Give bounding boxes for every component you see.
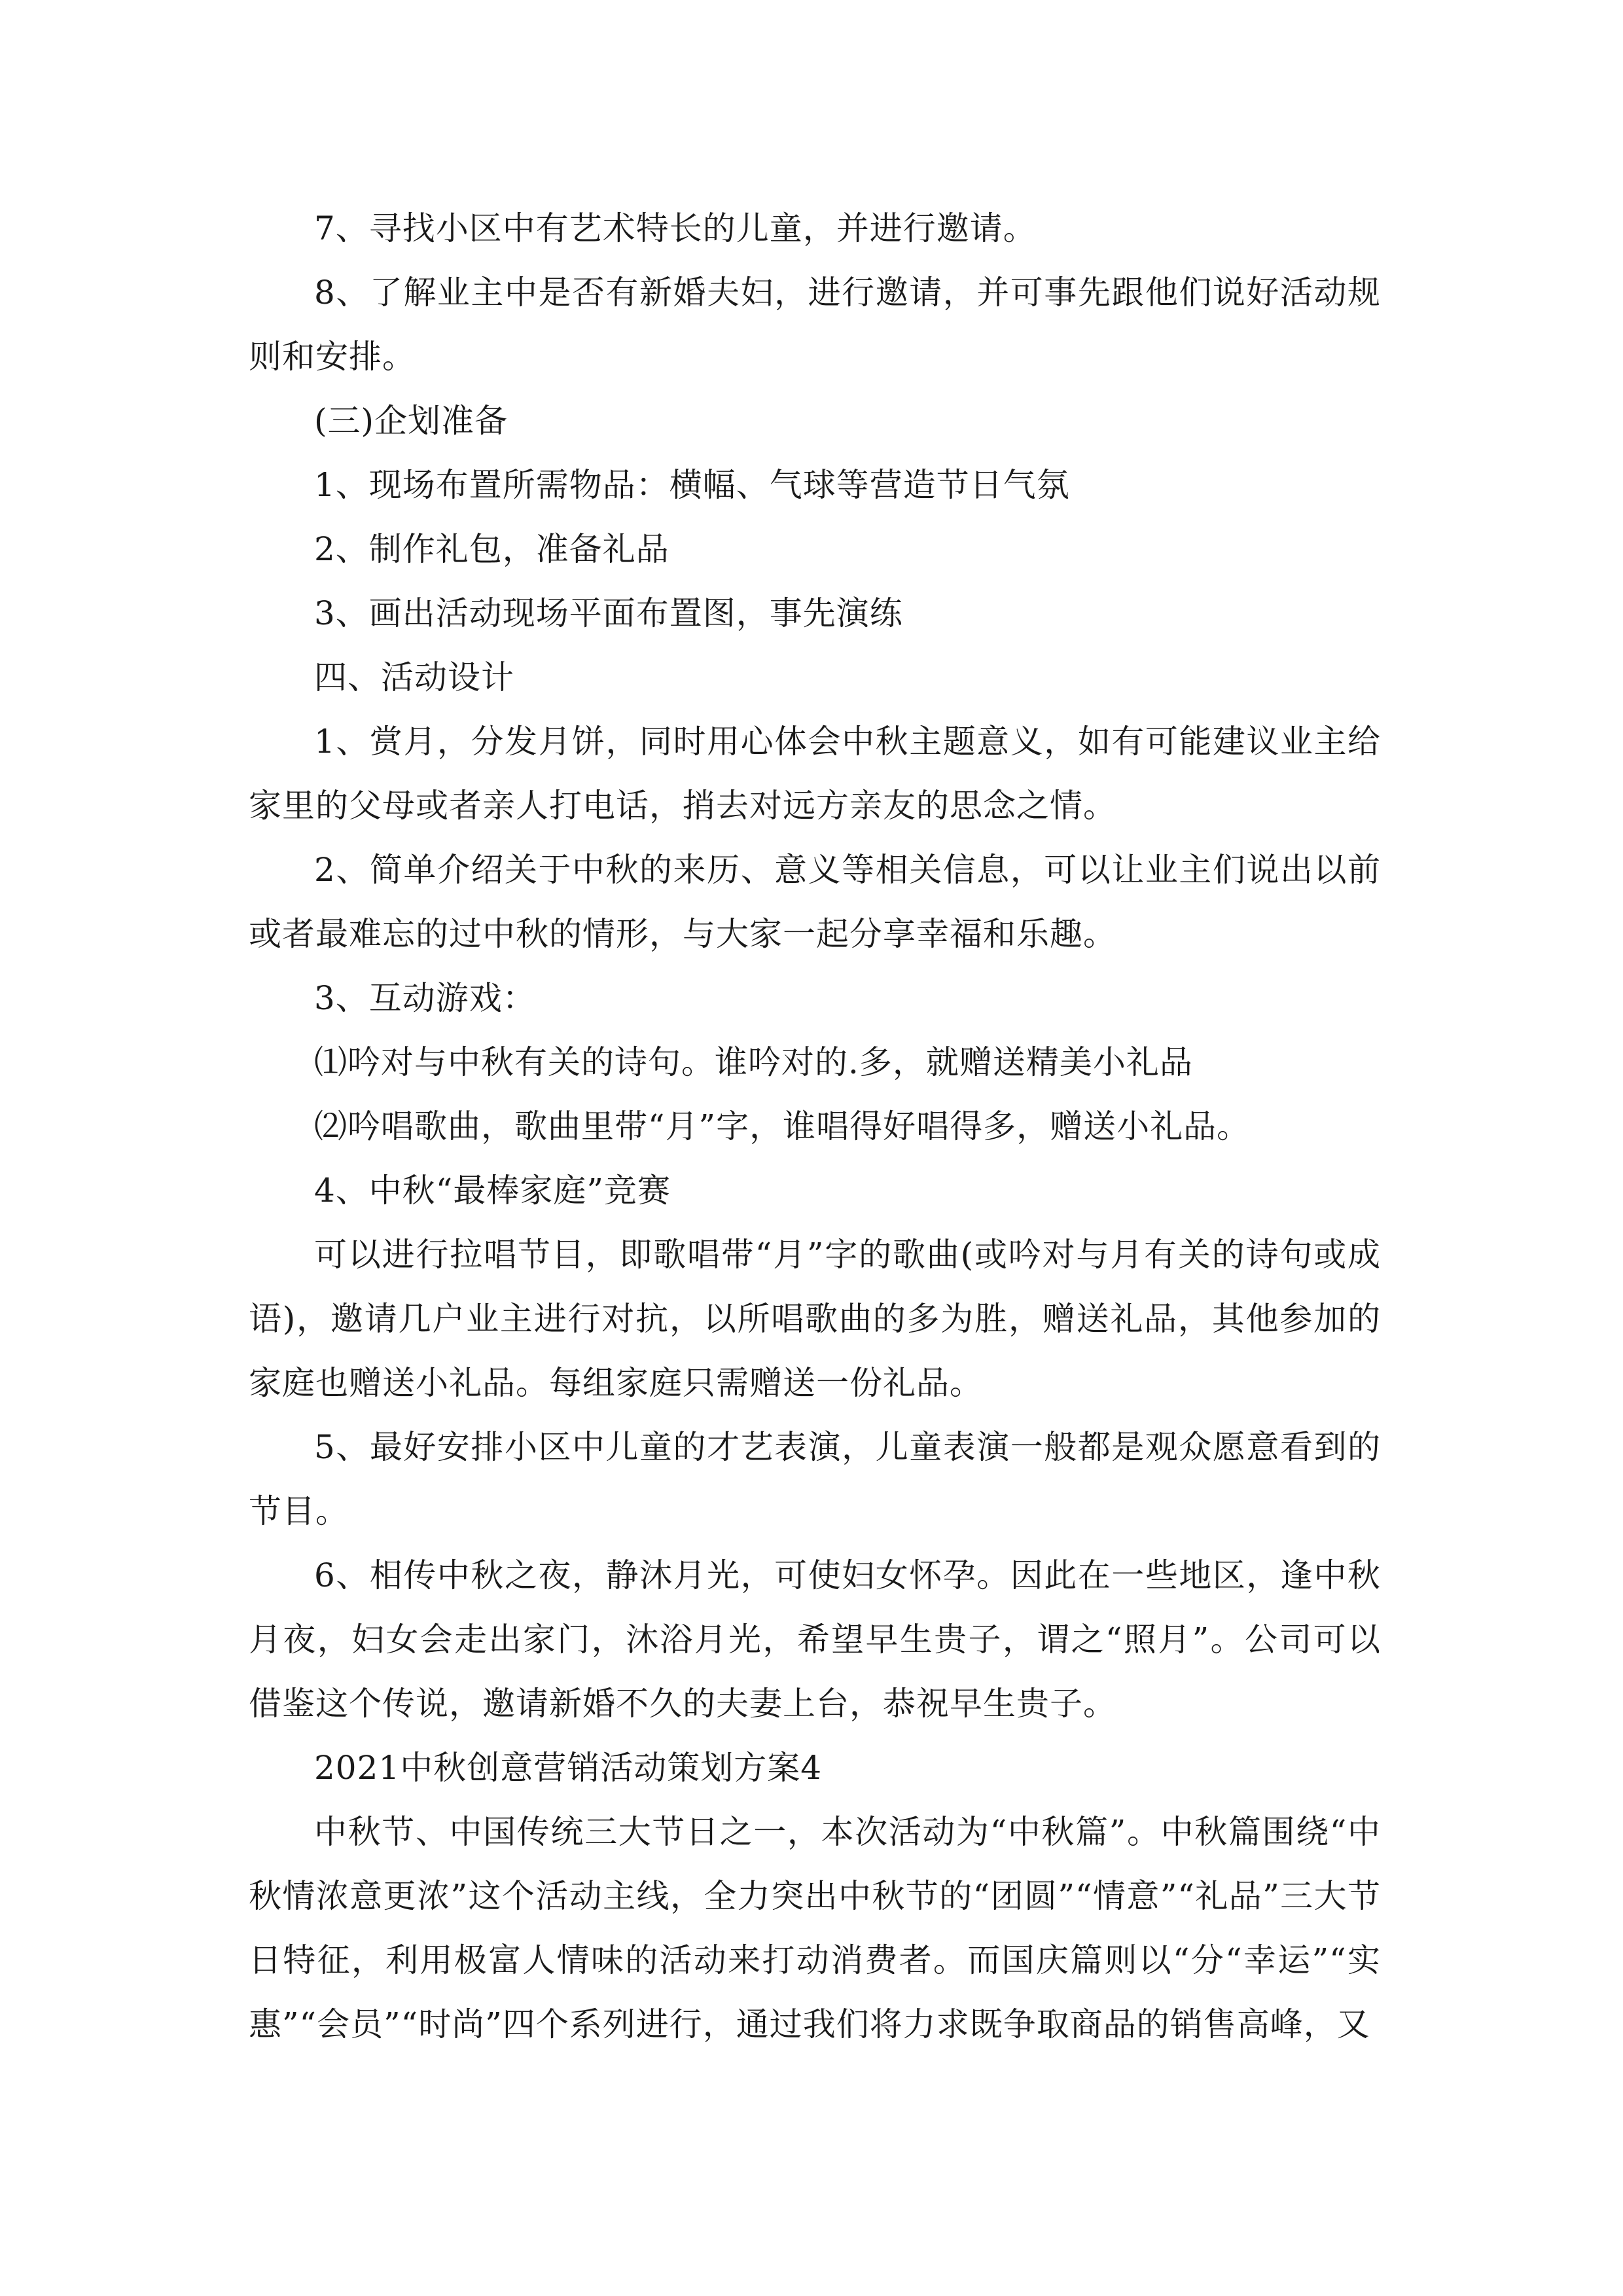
- paragraph-prep-1: 1、现场布置所需物品：横幅、气球等营造节日气氛: [314, 466, 1070, 504]
- section-heading-activity-design: 四、活动设计: [314, 658, 514, 696]
- paragraph-plan-4-intro: 中秋节、中国传统三大节日之一，本次活动为“中秋篇”。中秋篇围绕“中秋情浓意更浓”这个活动主线，全力突出中秋节的“团圆”“情意”“礼品”三大节日特征，利用极富人情味的活动来打动消费者。而国庆篇则以“分“幸运”“实惠”“会员”“时尚”四个系列进行，通过我们将力求既争取商品的销售高峰，又: [249, 1813, 1381, 2043]
- paragraph-item-7: 7、寻找小区中有艺术特长的儿童，并进行邀请。: [314, 209, 1037, 247]
- paragraph-game-2: ⑵吟唱歌曲，歌曲里带“月”字，谁唱得好唱得多，赠送小礼品。: [314, 1107, 1251, 1145]
- paragraph-item-8: 8、了解业主中是否有新婚夫妇，进行邀请，并可事先跟他们说好活动规则和安排。: [249, 274, 1381, 376]
- document-body: [249, 196, 1381, 2056]
- paragraph-prep-3: 3、画出活动现场平面布置图，事先演练: [314, 594, 903, 632]
- section-heading-planning-prep: (三)企划准备: [314, 402, 508, 440]
- paragraph-design-1: 1、赏月，分发月饼，同时用心体会中秋主题意义，如有可能建议业主给家里的父母或者亲人打电话，捎去对远方亲友的思念之情。: [249, 723, 1381, 825]
- paragraph-contest-detail: 可以进行拉唱节目，即歌唱带“月”字的歌曲(或吟对与月有关的诗句或成语)，邀请几户业主进行对抗，以所唱歌曲的多为胜，赠送礼品，其他参加的家庭也赠送小礼品。每组家庭只需赠送一份礼品。: [249, 1236, 1381, 1402]
- paragraph-game-1: ⑴吟对与中秋有关的诗句。谁吟对的.多，就赠送精美小礼品: [314, 1043, 1193, 1081]
- paragraph-design-2: 2、简单介绍关于中秋的来历、意义等相关信息，可以让业主们说出以前或者最难忘的过中秋的情形，与大家一起分享幸福和乐趣。: [249, 851, 1381, 953]
- paragraph-prep-2: 2、制作礼包，准备礼品: [314, 530, 669, 568]
- plan-title-4: 2021中秋创意营销活动策划方案4: [314, 1749, 823, 1787]
- paragraph-design-6: 6、相传中秋之夜，静沐月光，可使妇女怀孕。因此在一些地区，逢中秋月夜，妇女会走出家门，沐浴月光，希望早生贵子，谓之“照月”。公司可以借鉴这个传说，邀请新婚不久的夫妻上台，恭祝早生贵子。: [249, 1556, 1381, 1723]
- paragraph-design-3: 3、互动游戏：: [314, 979, 536, 1017]
- paragraph-design-5: 5、最好安排小区中儿童的才艺表演，儿童表演一般都是观众愿意看到的节目。: [249, 1428, 1381, 1530]
- paragraph-design-4: 4、中秋“最棒家庭”竞赛: [314, 1172, 671, 1210]
